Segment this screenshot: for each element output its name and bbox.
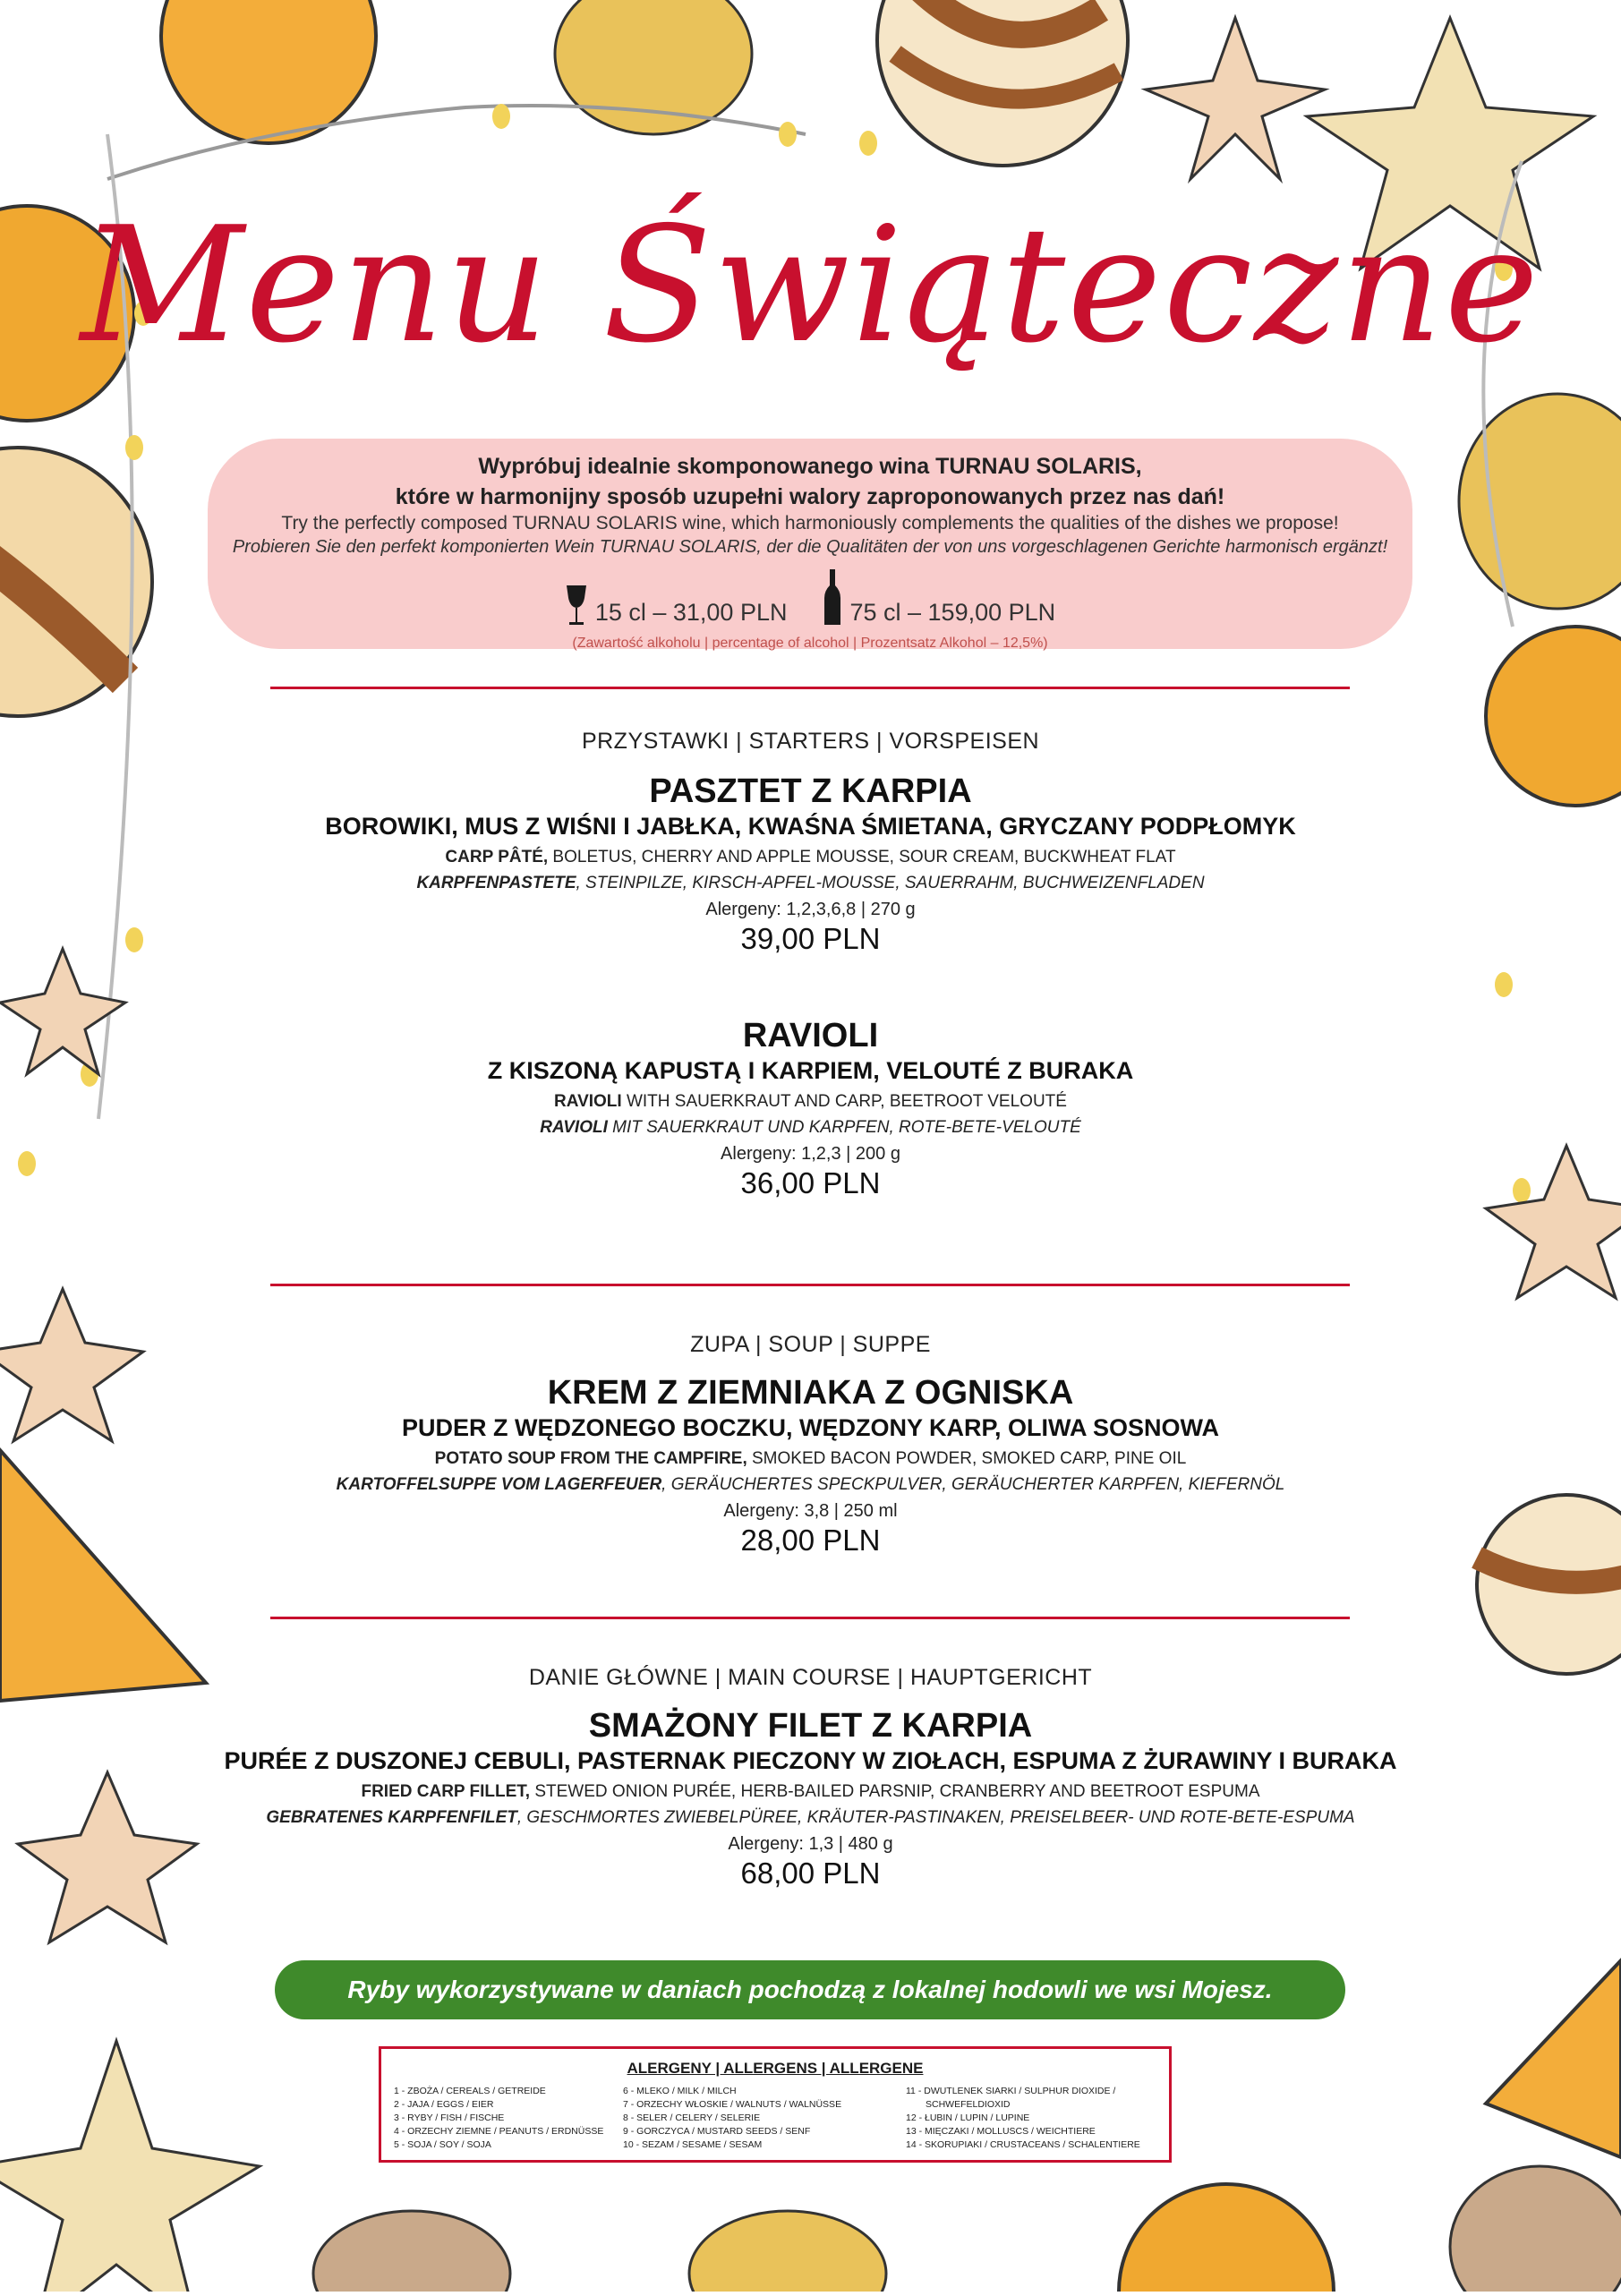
allergens-columns (381, 2078, 1169, 2152)
dish-name: KREM Z ZIEMNIAKA Z OGNISKA (547, 1374, 1074, 1412)
section-heading-soup: ZUPA | SOUP | SUPPE (690, 1332, 931, 1357)
allergen-item: 3 - RYBY / FISH / FISCHE (394, 2112, 505, 2123)
fish-origin-banner: Ryby wykorzystywane w daniach pochodzą z lokalnej hodowli we wsi Mojesz. (275, 1960, 1345, 2019)
dish-de-rest: , GESCHMORTES ZWIEBELPÜREE, KRÄUTER-PASTINAKEN, PREISELBEER- UND ROTE-BETE-ESPUMA (516, 1808, 1355, 1827)
allergen-item: 13 - MIĘCZAKI / MOLLUSCS / WEICHTIERE (906, 2126, 1096, 2137)
wine-bottle-icon (823, 569, 842, 627)
dish-description-en (0, 1782, 1621, 1802)
dish-de-rest: MIT SAUERKRAUT UND KARPFEN, ROTE-BETE-VELOUTÉ (607, 1118, 1081, 1137)
dish-allergens: Alergeny: 1,2,3,6,8 | 270 g (705, 900, 916, 919)
dish-de-bold: RAVIOLI (540, 1118, 608, 1137)
wine-promo-box (208, 439, 1412, 649)
allergens-column-3 (906, 2085, 1156, 2152)
allergens-column-2 (623, 2085, 892, 2152)
wine-promo-line-en: Try the perfectly composed TURNAU SOLARIS wine, which harmoniously complements the qualities of the dishes we propose! (281, 513, 1339, 533)
dish-de-rest: , STEINPILZE, KIRSCH-APFEL-MOUSSE, SAUERRAHM, BUCHWEIZENFLADEN (576, 874, 1205, 892)
dish-price: 68,00 PLN (740, 1856, 881, 1890)
dish-subtitle: Z KISZONĄ KAPUSTĄ I KARPIEM, VELOUTÉ Z BURAKA (487, 1057, 1134, 1084)
allergens-heading: ALERGENY | ALLERGENS | ALLERGENE (627, 2060, 924, 2077)
dish-fried-carp (0, 1707, 1621, 1891)
allergen-item: 1 - ZBOŻA / CEREALS / GETREIDE (394, 2086, 546, 2096)
section-soup (0, 1332, 1621, 1558)
bottle-price-label: 75 cl – 159,00 PLN (849, 599, 1056, 626)
allergen-item: 11 - DWUTLENEK SIARKI / SULPHUR DIOXIDE / (906, 2086, 1116, 2096)
dish-description-en (0, 1449, 1621, 1469)
wine-promo-line-de: Probieren Sie den perfekt komponierten Wein TURNAU SOLARIS, der die Qualitäten der von uns vorgeschlagenen Gerichte harmonisch ergänzt! (232, 537, 1388, 557)
allergen-item: 4 - ORZECHY ZIEMNE / PEANUTS / ERDNÜSSE (394, 2126, 604, 2137)
dish-de-bold: KARTOFFELSUPPE VOM LAGERFEUER (336, 1475, 662, 1494)
dish-name: RAVIOLI (742, 1017, 879, 1054)
dish-en-bold: FRIED CARP FILLET, (361, 1782, 531, 1801)
allergens-legend (379, 2046, 1172, 2163)
dish-en-rest: WITH SAUERKRAUT AND CARP, BEETROOT VELOUTÉ (621, 1092, 1067, 1111)
dish-subtitle: BOROWIKI, MUS Z WIŚNI I JABŁKA, KWAŚNA ŚMIETANA, GRYCZANY PODPŁOMYK (325, 813, 1296, 840)
allergen-item: 5 - SOJA / SOY / SOJA (394, 2139, 491, 2150)
wine-prices (208, 569, 1412, 627)
dish-description-en (0, 848, 1621, 867)
dish-price: 36,00 PLN (740, 1166, 881, 1199)
dish-carp-pate (0, 772, 1621, 956)
dish-price: 28,00 PLN (740, 1524, 881, 1557)
dish-name: PASZTET Z KARPIA (649, 772, 972, 810)
section-starters (0, 729, 1621, 1200)
dish-allergens: Alergeny: 1,2,3 | 200 g (721, 1144, 900, 1164)
dish-potato-soup (0, 1374, 1621, 1558)
dish-en-rest: STEWED ONION PURÉE, HERB-BAILED PARSNIP, CRANBERRY AND BEETROOT ESPUMA (530, 1782, 1260, 1801)
menu-title: Menu Świąteczne (80, 192, 1541, 378)
dish-subtitle: PURÉE Z DUSZONEJ CEBULI, PASTERNAK PIECZONY W ZIOŁACH, ESPUMA Z ŻURAWINY I BURAKA (224, 1747, 1397, 1774)
allergen-item: 9 - GORCZYCA / MUSTARD SEEDS / SENF (623, 2126, 811, 2137)
dish-de-rest: , GERÄUCHERTES SPECKPULVER, GERÄUCHERTER KARPFEN, KIEFERNÖL (661, 1475, 1285, 1494)
dish-allergens: Alergeny: 3,8 | 250 ml (723, 1501, 898, 1521)
dish-description-de (0, 1808, 1621, 1828)
allergen-item: 8 - SELER / CELERY / SELERIE (623, 2112, 761, 2123)
alcohol-content-note: (Zawartość alkoholu | percentage of alcohol | Prozentsatz Alkohol – 12,5%) (572, 636, 1048, 651)
allergen-item: 12 - ŁUBIN / LUPIN / LUPINE (906, 2112, 1030, 2123)
dish-de-bold: KARPFENPASTETE (416, 874, 576, 892)
dish-name: SMAŻONY FILET Z KARPIA (588, 1707, 1033, 1745)
section-heading-main: DANIE GŁÓWNE | MAIN COURSE | HAUPTGERICHT (528, 1665, 1093, 1690)
dish-description-en (0, 1092, 1621, 1112)
allergen-item: 6 - MLEKO / MILK / MILCH (623, 2086, 737, 2096)
dish-price: 39,00 PLN (740, 922, 881, 955)
allergen-item: SCHWEFELDIOXID (926, 2099, 1011, 2110)
section-heading-starters: PRZYSTAWKI | STARTERS | VORSPEISEN (581, 729, 1040, 754)
dish-de-bold: GEBRATENES KARPFENFILET (266, 1808, 517, 1827)
wine-promo-line-pl-1: Wypróbuj idealnie skomponowanego wina TURNAU SOLARIS, (478, 454, 1142, 479)
dish-subtitle: PUDER Z WĘDZONEGO BOCZKU, WĘDZONY KARP, OLIWA SOSNOWA (401, 1414, 1220, 1441)
glass-price (565, 584, 788, 627)
wine-promo-line-pl-2: które w harmonijny sposób uzupełni walory zaproponowanych przez nas dań! (395, 484, 1225, 509)
wine-glass-icon (565, 584, 588, 627)
allergen-item: 14 - SKORUPIAKI / CRUSTACEANS / SCHALENTIERE (906, 2139, 1140, 2150)
dish-allergens: Alergeny: 1,3 | 480 g (728, 1834, 893, 1854)
dish-description-de (0, 1118, 1621, 1138)
section-main-course (0, 1665, 1621, 1891)
allergen-item: 10 - SEZAM / SESAME / SESAM (623, 2139, 763, 2150)
allergen-item: 7 - ORZECHY WŁOSKIE / WALNUTS / WALNÜSSE (623, 2099, 842, 2110)
dish-en-rest: SMOKED BACON POWDER, SMOKED CARP, PINE OIL (747, 1449, 1187, 1468)
dish-en-bold: RAVIOLI (554, 1092, 622, 1111)
dish-description-de (0, 1475, 1621, 1495)
dish-en-rest: BOLETUS, CHERRY AND APPLE MOUSSE, SOUR CREAM, BUCKWHEAT FLAT (548, 848, 1176, 866)
allergens-column-1 (394, 2085, 609, 2152)
allergen-item: 2 - JAJA / EGGS / EIER (394, 2099, 494, 2110)
section-divider (270, 1284, 1350, 1286)
dish-ravioli (0, 1017, 1621, 1200)
section-divider (270, 1617, 1350, 1619)
dish-description-de (0, 874, 1621, 893)
dish-en-bold: POTATO SOUP FROM THE CAMPFIRE, (434, 1449, 747, 1468)
bottle-price (823, 569, 1055, 627)
section-divider (270, 687, 1350, 689)
dish-en-bold: CARP PÂTÉ, (445, 848, 549, 866)
glass-price-label: 15 cl – 31,00 PLN (594, 599, 788, 626)
